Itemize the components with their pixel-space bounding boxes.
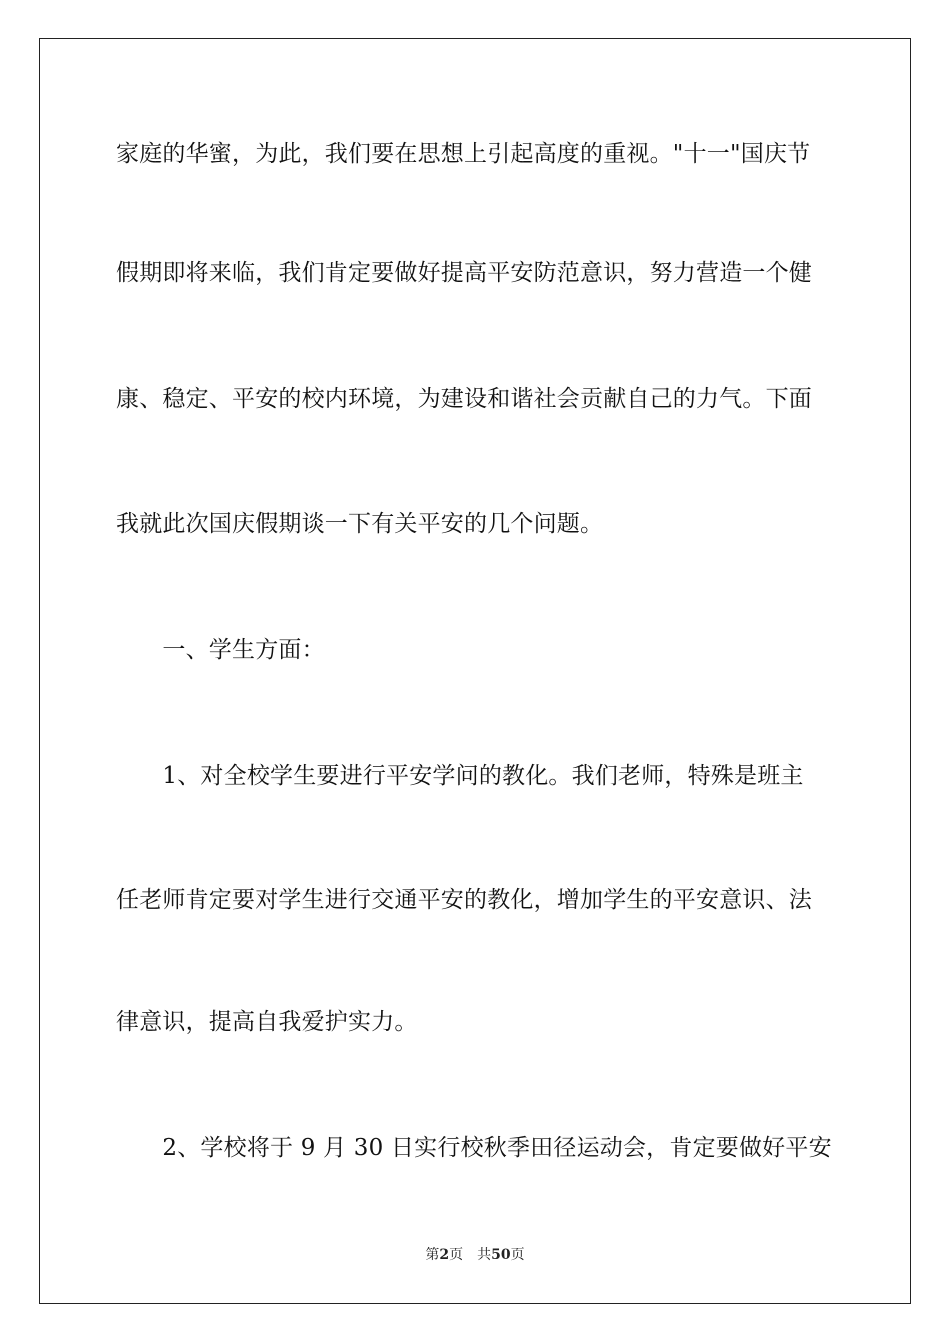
footer-total-pages: 50	[491, 1247, 511, 1263]
text-line-9: 2、学校将于 9 月 30 日实行校秋季田径运动会，肯定要做好平安	[116, 1135, 832, 1161]
text-line-7: 任老师肯定要对学生进行交通平安的教化，增加学生的平安意识、法	[116, 887, 812, 913]
text-line-3: 康、稳定、平安的校内环境，为建设和谐社会贡献自己的力气。下面	[116, 386, 812, 412]
text-line-4: 我就此次国庆假期谈一下有关平安的几个问题。	[116, 511, 604, 537]
text-line-2: 假期即将来临，我们肯定要做好提高平安防范意识，努力营造一个健	[116, 260, 812, 286]
text-line-6: 1、对全校学生要进行平安学问的教化。我们老师，特殊是班主	[116, 763, 804, 789]
text-line-1: 家庭的华蜜，为此，我们要在思想上引起高度的重视。"十一"国庆节	[116, 141, 811, 167]
footer-prefix: 第	[425, 1247, 440, 1263]
footer-suffix: 页	[510, 1247, 525, 1263]
text-line-8: 律意识，提高自我爱护实力。	[116, 1009, 418, 1035]
page-border	[39, 38, 911, 1304]
footer-page-number: 2	[439, 1247, 450, 1263]
page-footer	[0, 1246, 950, 1264]
section-heading-students: 一、学生方面：	[116, 637, 325, 663]
footer-middle: 页 共	[449, 1247, 492, 1263]
